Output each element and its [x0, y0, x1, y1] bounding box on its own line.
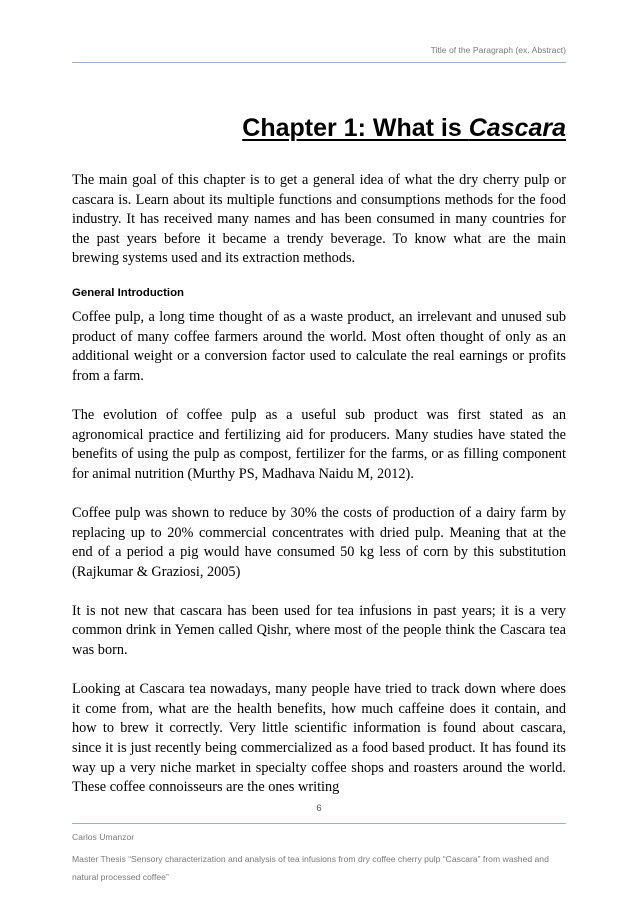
footer-thesis-title: Master Thesis “Sensory characterization and analysis of tea infusions from dry coffee cherry pulp “Cascara” from washed and natural processed coffee” — [72, 854, 549, 882]
chapter-title-text: Chapter 1: What is — [242, 114, 469, 142]
running-header: Title of the Paragraph (ex. Abstract) — [430, 45, 566, 55]
footer-divider — [72, 823, 566, 824]
body-paragraph-5: Looking at Cascara tea nowadays, many people have tried to track down where does it come from, what are the health benefits, how much caffeine does it contain, and how to brew it correctly. Very little scientific information is found about cascara, since it is just recently being commercialized as a food based product. It has found its way up a very niche market in specialty coffee shops and roasters around the world. These coffee connoisseurs are the ones writing — [72, 681, 566, 796]
body-paragraph-3: Coffee pulp was shown to reduce by 30% the costs of production of a dairy farm by replacing up to 20% commercial concentrates with dried pulp. Meaning that at the end of a period a pig would have consumed 50 kg less of corn by this substitution (Rajkumar & Graziosi, 2005) — [72, 504, 566, 580]
header-divider — [72, 62, 566, 63]
body-paragraph-4: It is not new that cascara has been used for tea infusions in past years; it is a very common drink in Yemen called Qishr, where most of the people think the Cascara tea was born. — [72, 602, 566, 659]
chapter-title-italic: Cascara — [468, 114, 566, 142]
body-paragraph-1: Coffee pulp, a long time thought of as a waste product, an irrelevant and unused sub product of many coffee farmers around the world. Most often thought of only as an additional weight or a conversion factor used to calculate the real earnings or profits from a farm. — [72, 308, 566, 384]
page-body — [72, 171, 566, 798]
section-heading: General Introduction — [72, 286, 185, 299]
chapter-title — [242, 114, 566, 143]
page-number: 6 — [316, 803, 322, 814]
intro-paragraph: The main goal of this chapter is to get a general idea of what the dry cherry pulp or cascara is. Learn about its multiple functions and consumptions methods for the food industry. It has received many names and has been consumed in many countries for the past years before it became a trendy beverage. To know what are the main brewing systems used and its extraction methods. — [72, 172, 566, 267]
footer-author: Carlos Umanzor — [72, 832, 135, 842]
body-paragraph-2: The evolution of coffee pulp as a useful sub product was first stated as an agronomical practice and fertilizing aid for producers. Many studies have stated the benefits of using the pulp as compost, fertilizer for the farms, or as filling component for animal nutrition (Murthy PS, Madhava Naidu M, 2012). — [72, 406, 566, 482]
